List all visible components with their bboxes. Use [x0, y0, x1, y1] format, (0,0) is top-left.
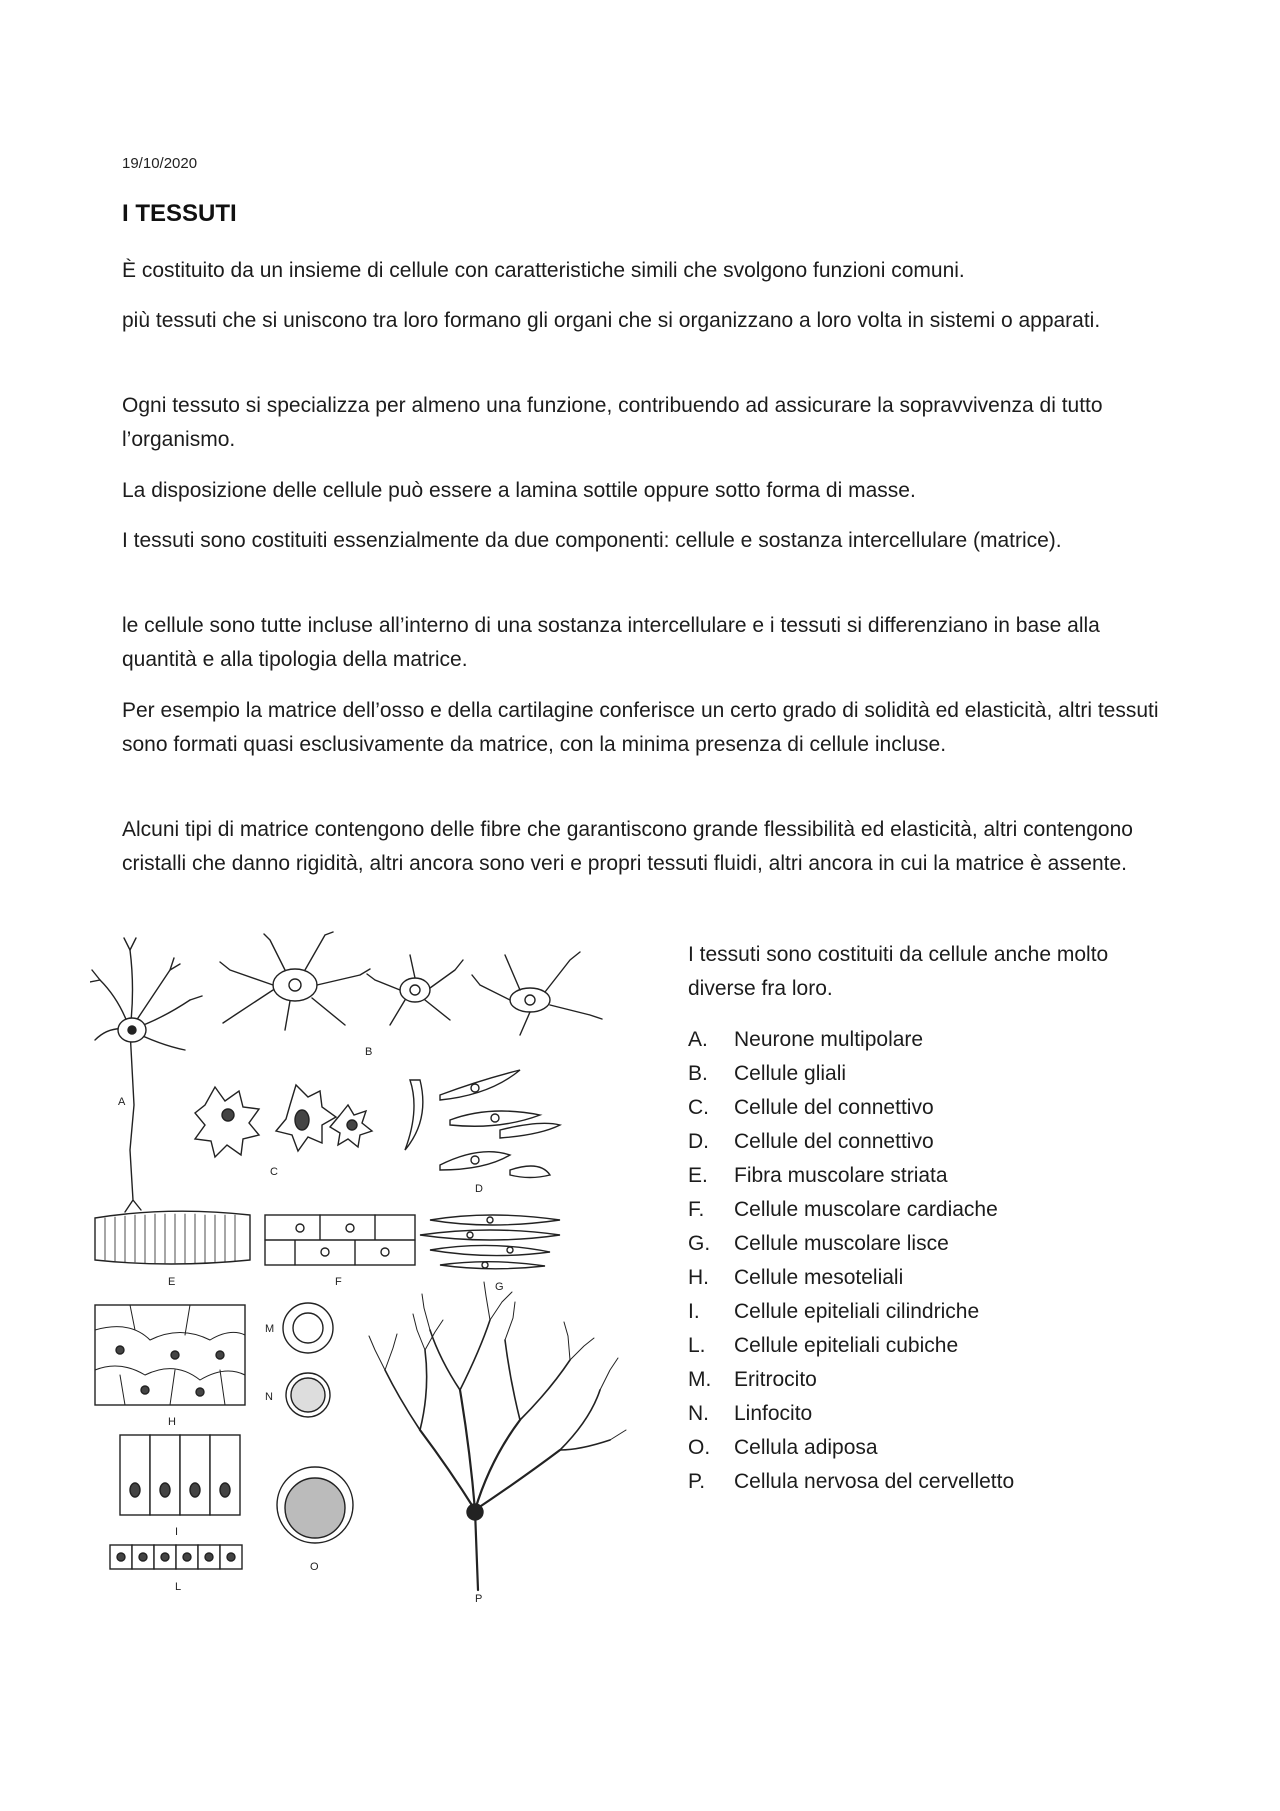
- striated-fiber-drawing: [95, 1211, 250, 1288]
- legend-item: M. Eritrocito: [688, 1368, 817, 1391]
- legend-intro: I tessuti sono costituiti da cellule anche molto diverse fra loro.: [688, 943, 1109, 1000]
- erythrocyte-drawing: [265, 1303, 333, 1353]
- cell-types-legend: [688, 1023, 1014, 1499]
- connective-cells-c-drawing: [195, 1085, 372, 1178]
- panel-label-c: C: [270, 1166, 278, 1178]
- connective-cells-d-drawing: [405, 1070, 560, 1195]
- panel-label-i: I: [175, 1526, 179, 1538]
- purkinje-cell-drawing: [369, 1282, 626, 1605]
- legend-item: E. Fibra muscolare striata: [688, 1164, 948, 1187]
- columnar-epithelium-drawing: [120, 1435, 240, 1538]
- adipocyte-drawing: [277, 1467, 353, 1573]
- date: 19/10/2020: [122, 155, 198, 172]
- paragraph-2: più tessuti che si uniscono tra loro formano gli organi che si organizzano a loro volta in sistemi o apparati.: [122, 309, 1101, 332]
- cell-illustration-svg: [90, 930, 650, 1605]
- paragraph-6: le cellule sono tutte incluse all’interno di una sostanza intercellulare e i tessuti si differenziano in base alla quantità e alla tipologia della matrice.: [122, 614, 1100, 671]
- mesothelial-cells-drawing: [95, 1305, 245, 1428]
- smooth-muscle-drawing: [420, 1215, 560, 1293]
- legend-item: C. Cellule del connettivo: [688, 1096, 934, 1119]
- panel-label-l: L: [175, 1581, 182, 1593]
- panel-label-e: E: [168, 1276, 176, 1288]
- panel-label-f: F: [335, 1276, 342, 1288]
- paragraph-5: I tessuti sono costituiti essenzialmente da due componenti: cellule e sostanza intercellulare (matrice).: [122, 529, 1062, 552]
- panel-label-p: P: [475, 1593, 483, 1605]
- cell-types-illustration: [90, 930, 650, 1605]
- panel-label-d: D: [475, 1183, 483, 1195]
- paragraph-1: È costituito da un insieme di cellule con caratteristiche simili che svolgono funzioni comuni.: [122, 259, 965, 282]
- legend-item: I. Cellule epiteliali cilindriche: [688, 1300, 980, 1323]
- paragraph-3: Ogni tessuto si specializza per almeno una funzione, contribuendo ad assicurare la sopravvivenza di tutto l’organismo.: [122, 394, 1103, 451]
- panel-label-b: B: [365, 1046, 373, 1058]
- legend-item: P. Cellula nervosa del cervelletto: [688, 1470, 1015, 1493]
- panel-label-m: M: [265, 1323, 275, 1335]
- paragraph-4: La disposizione delle cellule può essere a lamina sottile oppure sotto forma di masse.: [122, 479, 916, 502]
- page-title: I TESSUTI: [122, 200, 237, 227]
- neuron-multipolar-drawing: [90, 938, 202, 1212]
- legend-item: G. Cellule muscolare lisce: [688, 1232, 949, 1255]
- legend-item: A. Neurone multipolare: [688, 1028, 924, 1051]
- legend-item: N. Linfocito: [688, 1402, 813, 1425]
- panel-label-g: G: [495, 1281, 504, 1293]
- cardiac-cells-drawing: [265, 1215, 415, 1288]
- cuboidal-epithelium-drawing: [110, 1545, 242, 1593]
- glial-cells-drawing: [220, 932, 602, 1058]
- paragraph-8: Alcuni tipi di matrice contengono delle fibre che garantiscono grande flessibilità ed elasticità, altri contengono cristalli che danno rigidità, altri ancora sono veri e propri tessuti fluidi, altri ancora in cui la matrice è assente.: [122, 818, 1133, 875]
- legend-item: F. Cellule muscolare cardiache: [688, 1198, 998, 1221]
- legend-item: O. Cellula adiposa: [688, 1436, 878, 1459]
- panel-label-h: H: [168, 1416, 176, 1428]
- legend-item: B. Cellule gliali: [688, 1062, 847, 1085]
- paragraph-7: Per esempio la matrice dell’osso e della cartilagine conferisce un certo grado di solidità ed elasticità, altri tessuti sono formati quasi esclusivamente da matrice, con la minima presenza di cellule incluse.: [122, 699, 1159, 756]
- legend-item: L. Cellule epiteliali cubiche: [688, 1334, 959, 1357]
- panel-label-n: N: [265, 1391, 273, 1403]
- lymphocyte-drawing: [265, 1373, 330, 1417]
- panel-label-o: O: [310, 1561, 319, 1573]
- legend-item: D. Cellule del connettivo: [688, 1130, 934, 1153]
- legend-item: H. Cellule mesoteliali: [688, 1266, 904, 1289]
- panel-label-a: A: [118, 1096, 126, 1108]
